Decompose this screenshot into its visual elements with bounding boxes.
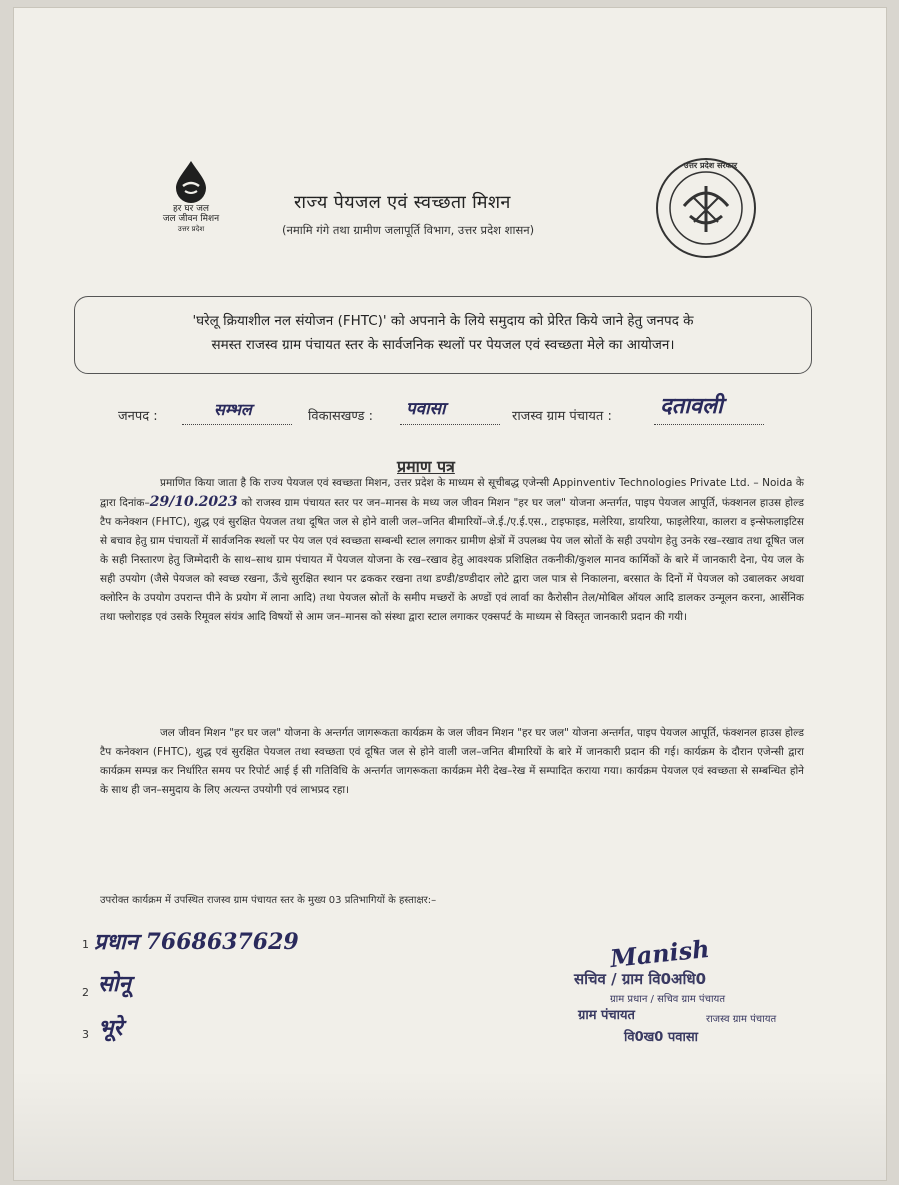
certificate-paragraph-2: जल जीवन मिशन "हर घर जल" योजना के अन्तर्गत जागरूकता कार्यक्रम के जल जीवन मिशन "हर घर जल" योजना अन्तर्गत, पाइप पेयजल आपूर्ति, फंक्शनल हाउस होल्ड टैप कनेक्शन (FHTC), शुद्ध एवं सुरक्षित पेयजल तथा स्वच्छता एवं दूषित जल से होने वाली जल–जनित बीमारियों के बारे में जानकारी प्रदान की गई। कार्यक्रम के दौरान एजेन्सी द्वारा कार्यक्रम सम्पन्न कर निर्धारित समय पर रिपोर्ट आई ई सी गतिविधि के अन्तर्गत जागरूकता कार्यक्रम मेरी देख–रेख में सम्पादित कराया गया। कार्यक्रम पेयजल एवं स्वच्छता से सम्बन्धित होने के साथ ही जन–समुदाय के लिए अत्यन्त उपयोगी एवं लाभप्रद रहा। <box>100 727 804 796</box>
district-label: जनपद : <box>118 409 158 424</box>
up-government-seal <box>654 156 758 260</box>
subject-line-2: समस्त राजस्व ग्राम पंचायत स्तर के सार्वजनिक स्थलों पर पेयजल एवं स्वच्छता मेले का आयोजन। <box>211 337 675 353</box>
page-subtitle: (नमामि गंगे तथा ग्रामीण जलापूर्ति विभाग, उत्तर प्रदेश शासन) <box>282 223 535 237</box>
district-value: सम्भल <box>214 400 252 419</box>
participant-1-number: 1 <box>82 938 89 951</box>
participants-intro: उपरोक्त कार्यक्रम में उपस्थित राजस्व ग्राम पंचायत स्तर के मुख्य 03 प्रतिभागियों के हस्ताक्षर:– <box>100 895 437 906</box>
stamp-line-1: सचिव / ग्राम वि0अधि0 <box>574 970 707 988</box>
participant-2-number: 2 <box>82 986 89 999</box>
subject-line-1: 'घरेलू क्रियाशील नल संयोजन (FHTC)' को अपनाने के लिये समुदाय को प्रेरित किये जाने हेतु जनपद के <box>192 313 694 329</box>
official-stamp <box>570 933 810 1053</box>
gram-panchayat-label: राजस्व ग्राम पंचायत : <box>512 409 612 424</box>
block-value: पवासा <box>406 399 446 419</box>
participant-3-number: 3 <box>82 1028 89 1041</box>
block-label: विकासखण्ड : <box>308 409 374 424</box>
secretary-signature: Manish <box>608 933 711 974</box>
gram-panchayat-value: दतावली <box>660 393 723 419</box>
para1-before-date: प्रमाणित किया जाता है कि राज्य पेयजल एवं स्वच्छता मिशन, उत्तर प्रदेश के माध्यम से सूचीबद्ध एजेन्सी Appinventiv Technologies Private Ltd. – Noida के द्वारा दिनांक– <box>100 477 804 509</box>
location-fields <box>118 393 818 430</box>
logo-line-2: जल जीवन मिशन <box>162 214 220 224</box>
logo-line-3: उत्तर प्रदेश <box>177 225 205 233</box>
certificate-title: प्रमाण पत्र <box>397 457 455 476</box>
participant-2-signature: सोनू <box>98 971 131 997</box>
subject-box <box>74 296 812 374</box>
har-ghar-jal-logo <box>146 158 236 248</box>
page-title: राज्य पेयजल एवं स्वच्छता मिशन <box>294 192 511 213</box>
seal-text: उत्तर प्रदेश सरकार <box>684 161 738 170</box>
water-drop-icon <box>168 158 214 204</box>
participant-1-signature: प्रधान 7668637629 <box>94 929 299 955</box>
logo-line-1: हर घर जल <box>173 204 209 214</box>
document-page <box>14 8 886 1180</box>
stamp-line-3: ग्राम पंचायत <box>578 1008 635 1023</box>
event-date: 29/10.2023 <box>149 494 238 510</box>
certificate-paragraph-1 <box>100 474 804 627</box>
stamp-line-5: राजस्व ग्राम पंचायत <box>706 1014 777 1025</box>
participant-3-signature: भूरे <box>98 1015 123 1041</box>
stamp-line-4: वि0ख0 पवासा <box>624 1030 698 1045</box>
stamp-line-2: ग्राम प्रधान / सचिव ग्राम पंचायत <box>610 994 726 1005</box>
para1-after-date: को राजस्व ग्राम पंचायत स्तर पर जन–मानस के मध्य जल जीवन मिशन "हर घर जल" योजना अन्तर्गत, पाइप पेयजल आपूर्ति, फंक्शनल हाउस होल्ड टैप कनेक्शन (FHTC), शुद्ध एवं सुरक्षित पेयजल तथा दूषित जल से होने वाली जल–जनित बीमारियों–जे.ई./ए.ई.एस., टाइफाइड, मलेरिया, डायरिया, फाइलेरिया, कालरा व इन्सेफलाइटिस से बचाव हेतु ग्राम पंचायतों में सार्वजनिक स्थलों पर पेय जल एवं स्वच्छता सम्बन्धी स्टाल लगाकर ग्रामीण क्षेत्रों में उपलब्ध पेय जल स्रोतों के सही उपयोग हेतु उनके रख–रखाव तथा दूषित जल के सही निस्तारण हेतु जिम्मेदारी के साथ–साथ ग्राम पंचायत में पेयजल योजना के रख–रखाव हेतु आवश्यक प्रशिक्षित तकनीकी/कुशल मानव कार्मिकों के बारे में जानकारी देना, पेय जल के सही उपयोग (जैसे पेयजल को स्वच्छ रखना, ऊँचे सुरक्षित स्थान पर ढककर रखना तथा डण्डी/डण्डीदार लोटे द्वारा जल पात्र से निकालना, बरसात के दिनों में पेयजल को उबालकर अथवा क्लोरिन के उपयोग उपरान्त पीने के प्रयोग में लाना आदि) तथा पेयजल स्रोतों के समीप मच्छरों के अण्डों एवं लार्वा का कैरोसीन तेल/मोबिल ऑयल आदि डालकर उन्मूलन करना, आर्सेनिक तथा फ्लोराइड एवं उसके रिमूवल संयंत्र आदि विषयों से आम जन–मानस को संस्था द्वारा स्टाल लगाकर एक्सपर्ट के माध्यम से विस्तृत जानकारी प्रदान की गयी। <box>100 497 805 623</box>
